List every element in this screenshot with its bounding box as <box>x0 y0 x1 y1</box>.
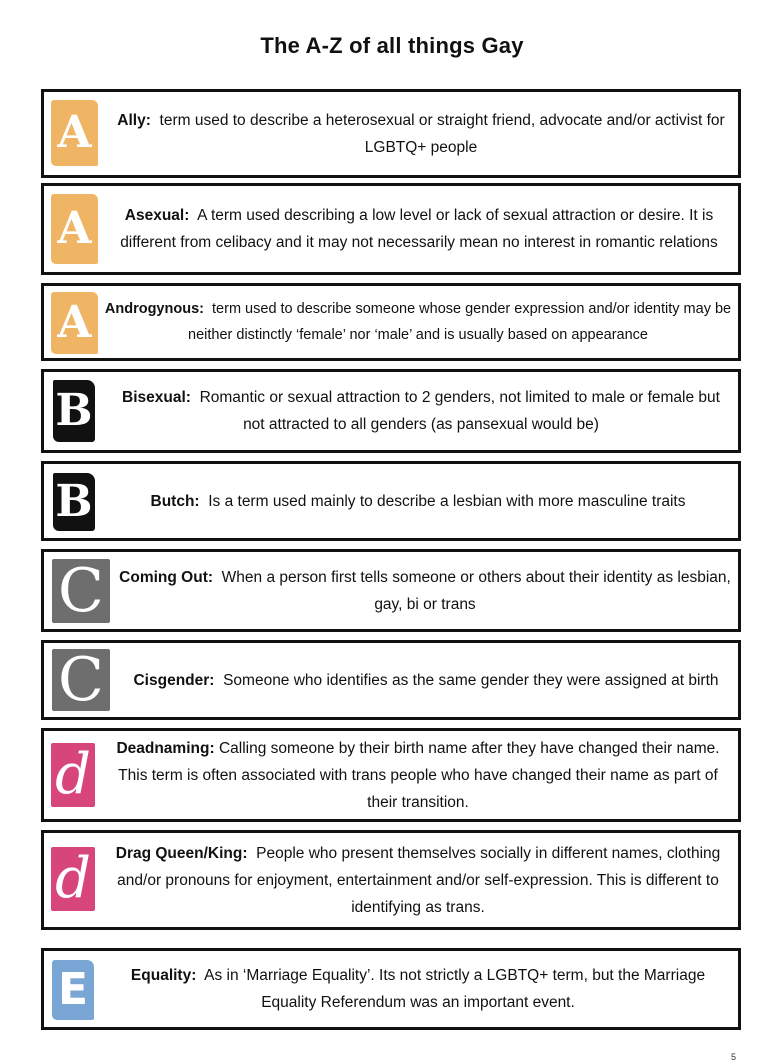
entry-term: Asexual: <box>124 207 190 224</box>
letter-d-icon: d <box>51 743 95 807</box>
glossary-entry-ally <box>41 89 741 178</box>
entry-text <box>106 731 730 819</box>
glossary-entry-coming-out <box>41 549 741 632</box>
letter-c-icon: C <box>52 649 110 711</box>
entry-text <box>112 92 730 175</box>
letter-d-icon: d <box>51 847 95 911</box>
glossary-entry-cisgender <box>41 640 741 720</box>
entry-definition: People who present themselves socially in different names, clothing and/or pronouns for enjoyment, entertainment and/or self-expression. This is different to identifying as trans. <box>117 844 721 916</box>
glossary-entry-butch <box>41 461 741 541</box>
entry-text <box>106 186 732 272</box>
entry-text <box>118 552 732 629</box>
letter-a-icon: A <box>51 100 98 166</box>
entry-term: Deadnaming: <box>116 739 215 757</box>
entry-text <box>102 951 734 1027</box>
letter-a-icon: A <box>51 194 98 264</box>
letter-b-icon: B <box>53 473 95 531</box>
entry-text <box>102 286 734 358</box>
entry-term: Equality: <box>130 967 197 984</box>
entry-text <box>124 643 728 717</box>
entry-term: Cisgender: <box>133 671 215 689</box>
glossary-entry-drag-queen-king <box>41 830 741 930</box>
entry-definition: Romantic or sexual attraction to 2 genders, not limited to male or female but not attracted to all genders (as pansexual would be) <box>199 389 720 433</box>
letter-e-icon: E <box>52 960 94 1020</box>
entry-term: Drag Queen/King: <box>115 844 248 862</box>
entry-term: Coming Out: <box>119 568 214 586</box>
glossary-entry-deadnaming <box>41 728 741 822</box>
page-number: 5 <box>730 1052 736 1062</box>
letter-a-icon: A <box>51 292 98 354</box>
entry-definition: A term used describing a low level or lack of sexual attraction or desire. It is different from celibacy and it may not necessarily mean no interest in romantic relations <box>120 207 718 251</box>
entry-definition: Calling someone by their birth name after they have changed their name. This term is often associated with trans people who have changed their name as part of their transition. <box>118 739 720 811</box>
glossary-entry-equality <box>41 948 741 1030</box>
entry-term: Butch: <box>150 492 200 510</box>
entry-definition: term used to describe a heterosexual or straight friend, advocate and/or activist for LGBTQ+ people <box>159 111 725 156</box>
letter-c-icon: C <box>52 559 110 623</box>
entry-definition: Is a term used mainly to describe a lesbian with more masculine traits <box>208 492 686 510</box>
entry-definition: When a person first tells someone or others about their identity as lesbian, gay, bi or trans <box>221 568 731 613</box>
entry-term: Bisexual: <box>122 389 191 406</box>
entry-definition: term used to describe someone whose gender expression and/or identity may be neither distinctly ‘female’ nor ‘male’ and is usually based on appearance <box>188 301 732 343</box>
entry-text <box>106 833 730 927</box>
entry-definition: Someone who identifies as the same gender they were assigned at birth <box>223 671 719 689</box>
entry-definition: As in ‘Marriage Equality’. Its not strictly a LGBTQ+ term, but the Marriage Equality Referendum was an important event. <box>204 967 706 1011</box>
entry-text <box>106 464 730 538</box>
glossary-entry-asexual <box>41 183 741 275</box>
letter-b-icon: B <box>53 380 95 442</box>
glossary-entry-bisexual <box>41 369 741 453</box>
entry-term: Androgynous: <box>104 301 204 317</box>
entry-text <box>118 372 724 450</box>
page-title: The A-Z of all things Gay <box>260 33 524 58</box>
entry-term: Ally: <box>117 111 151 129</box>
glossary-entry-androgynous <box>41 283 741 361</box>
